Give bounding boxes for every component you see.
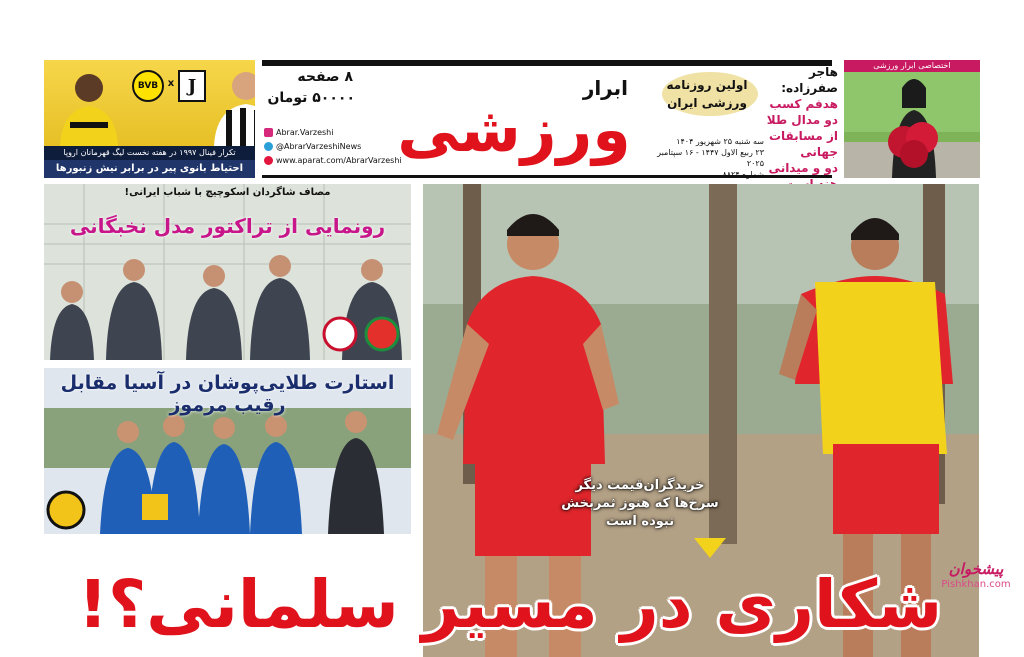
athlete-with-flowers-image bbox=[844, 72, 980, 178]
caption-pointer-icon bbox=[694, 538, 726, 558]
main-photo-caption: خریدگران‌قیمت دیگر سرخ‌ها که هنوز ثمربخش نبوده است bbox=[561, 478, 719, 529]
tagline-line-1: اولین روزنامه bbox=[666, 78, 748, 92]
versus-label: x bbox=[167, 78, 175, 89]
juventus-player-photo bbox=[212, 62, 255, 146]
tractor-headline: رونمایی از تراکتور مدل نخبگانی bbox=[69, 214, 386, 238]
interview-line: جهانی bbox=[800, 145, 838, 159]
dortmund-crest-icon: BVB bbox=[132, 70, 164, 102]
interview-line: از مسابقات bbox=[768, 129, 838, 143]
teaser-subline: تکرار فینال ۱۹۹۷ در هفته نخست لیگ قهرمانان اروپا bbox=[44, 146, 255, 160]
juventus-crest-icon: J bbox=[178, 70, 206, 102]
aparat-icon bbox=[264, 156, 273, 165]
interview-line: دو مدال طلا bbox=[766, 113, 838, 127]
champions-league-teaser[interactable] bbox=[44, 60, 255, 178]
interview-line: هدفم کسب bbox=[769, 97, 838, 111]
sepahan-headline: استارت طلایی‌پوشان در آسیا مقابل رقیب مرموز bbox=[60, 372, 395, 416]
social-aparat-url: www.aparat.com/AbrarVarzeshi bbox=[276, 155, 402, 165]
price-label: ۵۰۰۰۰ تومان bbox=[267, 90, 355, 106]
date-hijri-gregorian: ۲۳ ربیع الاول ۱۴۴۷ - ۱۶ سپتامبر ۲۰۲۵ bbox=[657, 148, 764, 168]
tagline-line-2: ورزشی ایران bbox=[667, 96, 747, 110]
brand-name-small: ابرار bbox=[582, 76, 628, 100]
athlete-interview-teaser[interactable] bbox=[764, 64, 838, 192]
telegram-icon bbox=[264, 142, 273, 151]
watermark-logo-text: پیشخوان bbox=[948, 560, 1004, 578]
main-headline[interactable]: شکاری در مسیر سلمانی؟! bbox=[77, 566, 943, 643]
tagline bbox=[652, 76, 762, 116]
teaser-headline: احتیاط بانوی پیر در برابر نیش زنبورها bbox=[44, 160, 255, 178]
watermark-url: Pishkhan.com bbox=[941, 579, 1011, 590]
tractor-story[interactable] bbox=[44, 184, 411, 360]
dortmund-player-photo bbox=[52, 64, 126, 146]
issue-dates bbox=[640, 136, 764, 180]
issue-number: شماره ۸۸۲۴ bbox=[722, 170, 764, 179]
social-instagram[interactable] bbox=[264, 125, 398, 139]
social-aparat[interactable] bbox=[264, 153, 402, 167]
interview-line: دو و میدانی bbox=[768, 161, 838, 175]
social-telegram[interactable] bbox=[264, 139, 398, 153]
instagram-icon bbox=[264, 128, 273, 137]
page-count: ۸ صفحه bbox=[297, 69, 353, 85]
date-persian: سه شنبه ۲۵ شهریور ۱۴۰۴ bbox=[676, 137, 764, 146]
newspaper-logo[interactable]: ورزشی bbox=[397, 93, 631, 166]
interview-headline: هاجر صفرزاده: bbox=[781, 65, 838, 95]
tractor-team-photo bbox=[44, 184, 411, 360]
exclusive-badge: اختصاصی ابرار ورزشی bbox=[844, 60, 980, 72]
tractor-kicker: مصاف شاگردان اسکوچیچ با شباب ایرانی! bbox=[124, 187, 331, 198]
social-links bbox=[264, 125, 402, 167]
social-instagram-handle: Abrar.Varzeshi bbox=[276, 127, 334, 137]
social-telegram-handle: @AbrarVarzeshiNews bbox=[276, 141, 362, 151]
pishkhan-watermark bbox=[938, 560, 1014, 591]
athlete-photo[interactable] bbox=[844, 60, 980, 178]
